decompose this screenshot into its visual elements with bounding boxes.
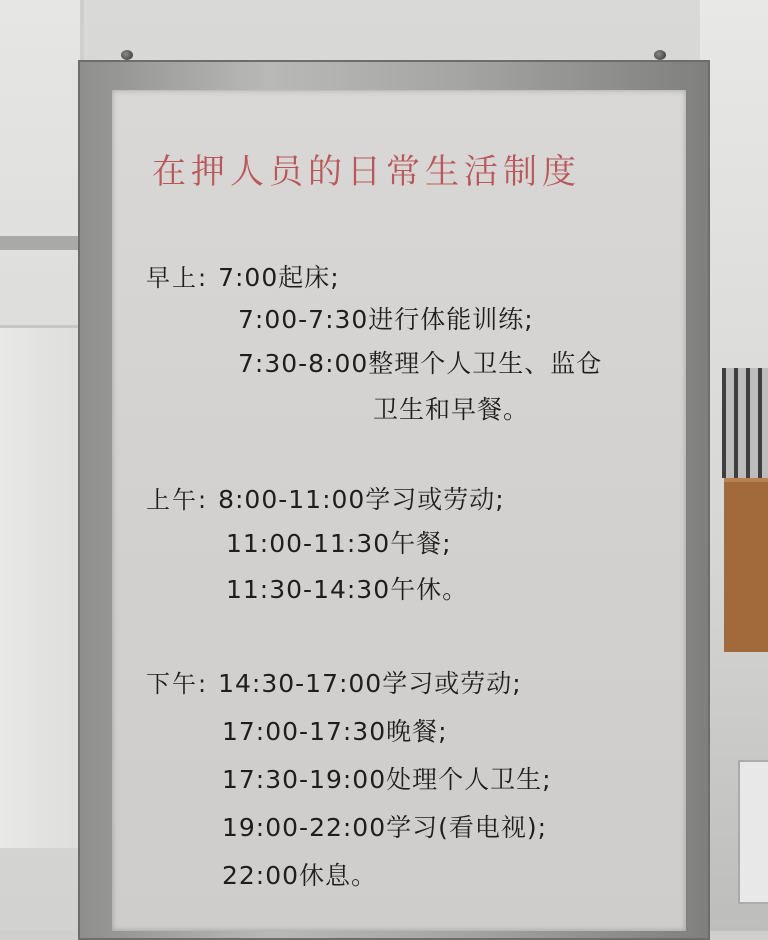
schedule-line	[146, 664, 522, 700]
schedule-item: 7:30-8:00整理个人卫生、监仓	[238, 349, 603, 378]
schedule-item: 11:30-14:30午休。	[226, 575, 469, 604]
schedule-line	[146, 480, 505, 516]
schedule-line	[146, 258, 340, 294]
wooden-cabinet	[724, 478, 768, 652]
schedule-item: 11:00-11:30午餐;	[226, 529, 452, 558]
schedule-item: 7:00起床;	[218, 263, 340, 292]
schedule-item: 8:00-11:00学习或劳动;	[218, 485, 505, 514]
schedule-item: 17:00-17:30晚餐;	[222, 717, 448, 746]
stool	[738, 760, 768, 904]
right-wall	[700, 0, 768, 931]
morning-label: 早上:	[146, 264, 209, 292]
forenoon-label: 上午:	[146, 486, 209, 514]
schedule-item: 7:00-7:30进行体能训练;	[238, 305, 534, 334]
left-wall	[0, 0, 80, 931]
schedule-item: 卫生和早餐。	[373, 395, 530, 424]
schedule-item: 22:00休息。	[222, 861, 378, 890]
left-doorway	[0, 325, 80, 848]
ceiling-strip	[0, 236, 80, 250]
afternoon-label: 下午:	[146, 670, 209, 698]
screw-left	[121, 50, 133, 60]
cell-bars	[722, 368, 768, 478]
schedule-item: 14:30-17:00学习或劳动;	[218, 669, 522, 698]
sign-title: 在押人员的日常生活制度	[152, 152, 581, 192]
schedule-item: 17:30-19:00处理个人卫生;	[222, 765, 552, 794]
schedule-item: 19:00-22:00学习(看电视);	[222, 813, 548, 842]
screw-right	[654, 50, 666, 60]
